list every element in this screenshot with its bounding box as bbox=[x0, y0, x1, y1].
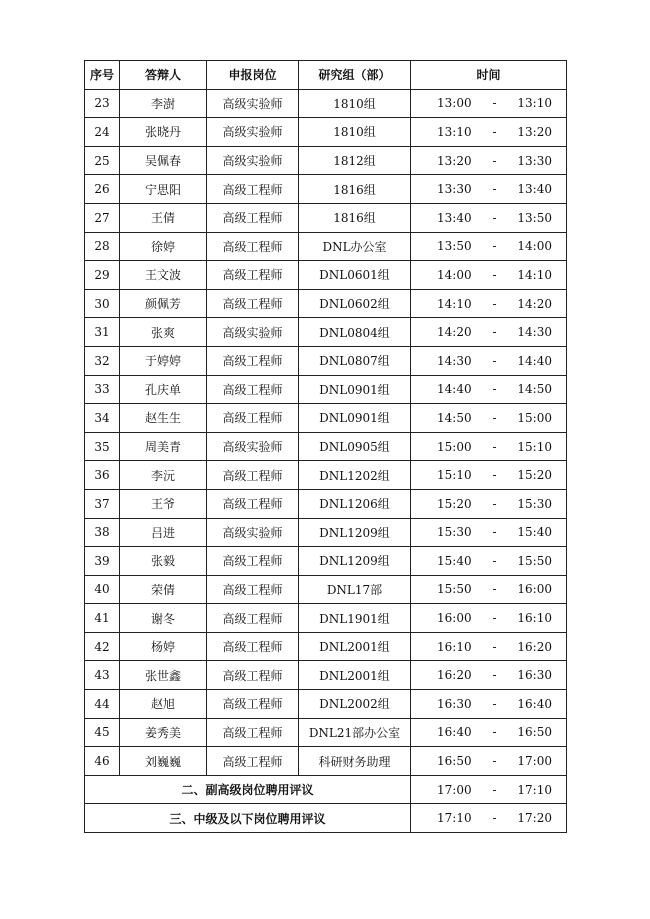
start-time: 16:30 bbox=[437, 696, 472, 711]
time-range bbox=[411, 154, 566, 168]
row-number: 43 bbox=[85, 661, 120, 690]
row-number: 28 bbox=[85, 232, 120, 261]
time-cell bbox=[411, 118, 567, 147]
row-number: 39 bbox=[85, 547, 120, 576]
time-dash: - bbox=[492, 611, 497, 626]
row-number: 30 bbox=[85, 289, 120, 318]
research-group: DNL1206组 bbox=[299, 489, 411, 518]
time-dash: - bbox=[492, 267, 497, 282]
end-time: 14:20 bbox=[517, 296, 552, 311]
research-group: DNL办公室 bbox=[299, 232, 411, 261]
table-row bbox=[85, 632, 567, 661]
table-row bbox=[85, 747, 567, 776]
research-group: DNL0804组 bbox=[299, 318, 411, 347]
end-time: 13:30 bbox=[517, 153, 552, 168]
time-range bbox=[411, 468, 566, 482]
research-group: DNL2001组 bbox=[299, 661, 411, 690]
time-range bbox=[411, 297, 566, 311]
time-cell bbox=[411, 404, 567, 433]
research-group: DNL0602组 bbox=[299, 289, 411, 318]
start-time: 15:40 bbox=[437, 553, 472, 568]
table-row bbox=[85, 461, 567, 490]
research-group: DNL1202组 bbox=[299, 461, 411, 490]
applied-position: 高级工程师 bbox=[207, 575, 299, 604]
research-group: 1816组 bbox=[299, 203, 411, 232]
applied-position: 高级工程师 bbox=[207, 461, 299, 490]
time-range bbox=[411, 182, 566, 196]
row-number: 45 bbox=[85, 718, 120, 747]
end-time: 15:10 bbox=[517, 439, 552, 454]
end-time: 15:50 bbox=[517, 553, 552, 568]
applied-position: 高级工程师 bbox=[207, 346, 299, 375]
defender-name: 姜秀美 bbox=[120, 718, 207, 747]
header-number: 序号 bbox=[85, 61, 120, 90]
section-row bbox=[85, 804, 567, 833]
research-group: DNL2001组 bbox=[299, 632, 411, 661]
time-range bbox=[411, 211, 566, 225]
defender-name: 赵生生 bbox=[120, 404, 207, 433]
table-row bbox=[85, 318, 567, 347]
row-number: 41 bbox=[85, 604, 120, 633]
time-range bbox=[411, 440, 566, 454]
time-range bbox=[411, 725, 566, 739]
end-time: 17:10 bbox=[517, 782, 552, 797]
time-range bbox=[411, 582, 566, 596]
row-number: 27 bbox=[85, 203, 120, 232]
time-cell bbox=[411, 461, 567, 490]
table-row bbox=[85, 718, 567, 747]
start-time: 13:50 bbox=[437, 239, 472, 254]
time-range bbox=[411, 697, 566, 711]
time-cell bbox=[411, 804, 567, 833]
defender-name: 吕进 bbox=[120, 518, 207, 547]
defender-name: 于婷婷 bbox=[120, 346, 207, 375]
table-row bbox=[85, 604, 567, 633]
time-range bbox=[411, 354, 566, 368]
defender-name: 赵旭 bbox=[120, 690, 207, 719]
research-group: 1810组 bbox=[299, 118, 411, 147]
time-range bbox=[411, 268, 566, 282]
time-dash: - bbox=[492, 153, 497, 168]
time-dash: - bbox=[492, 239, 497, 254]
start-time: 17:10 bbox=[437, 811, 472, 826]
defender-name: 张爽 bbox=[120, 318, 207, 347]
time-cell bbox=[411, 489, 567, 518]
header-group: 研究组（部） bbox=[299, 61, 411, 90]
time-cell bbox=[411, 146, 567, 175]
end-time: 17:20 bbox=[517, 811, 552, 826]
time-dash: - bbox=[492, 639, 497, 654]
row-number: 46 bbox=[85, 747, 120, 776]
research-group: DNL0601组 bbox=[299, 261, 411, 290]
research-group: 1810组 bbox=[299, 89, 411, 118]
end-time: 15:20 bbox=[517, 468, 552, 483]
end-time: 16:50 bbox=[517, 725, 552, 740]
row-number: 42 bbox=[85, 632, 120, 661]
header-defender: 答辩人 bbox=[120, 61, 207, 90]
start-time: 13:00 bbox=[437, 96, 472, 111]
time-cell bbox=[411, 261, 567, 290]
table-header-row bbox=[85, 61, 567, 90]
defender-name: 王倩 bbox=[120, 203, 207, 232]
time-range bbox=[411, 382, 566, 396]
start-time: 13:30 bbox=[437, 182, 472, 197]
table-row bbox=[85, 118, 567, 147]
applied-position: 高级工程师 bbox=[207, 690, 299, 719]
defender-name: 徐婷 bbox=[120, 232, 207, 261]
defender-name: 李沅 bbox=[120, 461, 207, 490]
applied-position: 高级实验师 bbox=[207, 146, 299, 175]
defender-name: 张世鑫 bbox=[120, 661, 207, 690]
time-range bbox=[411, 811, 566, 825]
time-dash: - bbox=[492, 296, 497, 311]
time-cell bbox=[411, 690, 567, 719]
research-group: DNL0905组 bbox=[299, 432, 411, 461]
end-time: 16:20 bbox=[517, 639, 552, 654]
time-range bbox=[411, 611, 566, 625]
end-time: 16:00 bbox=[517, 582, 552, 597]
end-time: 15:00 bbox=[517, 410, 552, 425]
header-position: 申报岗位 bbox=[207, 61, 299, 90]
applied-position: 高级实验师 bbox=[207, 318, 299, 347]
applied-position: 高级工程师 bbox=[207, 747, 299, 776]
end-time: 16:30 bbox=[517, 668, 552, 683]
time-dash: - bbox=[492, 754, 497, 769]
time-dash: - bbox=[492, 782, 497, 797]
applied-position: 高级工程师 bbox=[207, 203, 299, 232]
research-group: DNL0807组 bbox=[299, 346, 411, 375]
start-time: 16:50 bbox=[437, 754, 472, 769]
table-row bbox=[85, 432, 567, 461]
time-dash: - bbox=[492, 439, 497, 454]
section-row bbox=[85, 775, 567, 804]
end-time: 13:40 bbox=[517, 182, 552, 197]
row-number: 32 bbox=[85, 346, 120, 375]
row-number: 40 bbox=[85, 575, 120, 604]
start-time: 14:20 bbox=[437, 325, 472, 340]
defender-name: 宁思阳 bbox=[120, 175, 207, 204]
table-row bbox=[85, 404, 567, 433]
time-cell bbox=[411, 775, 567, 804]
end-time: 13:50 bbox=[517, 210, 552, 225]
row-number: 38 bbox=[85, 518, 120, 547]
table-row bbox=[85, 661, 567, 690]
time-range bbox=[411, 754, 566, 768]
table-row bbox=[85, 690, 567, 719]
applied-position: 高级工程师 bbox=[207, 175, 299, 204]
table-row bbox=[85, 232, 567, 261]
header-time: 时间 bbox=[411, 61, 567, 90]
time-dash: - bbox=[492, 525, 497, 540]
research-group: 1816组 bbox=[299, 175, 411, 204]
defender-name: 张晓丹 bbox=[120, 118, 207, 147]
applied-position: 高级工程师 bbox=[207, 632, 299, 661]
start-time: 13:40 bbox=[437, 210, 472, 225]
applied-position: 高级工程师 bbox=[207, 489, 299, 518]
time-range bbox=[411, 554, 566, 568]
start-time: 15:10 bbox=[437, 468, 472, 483]
time-range bbox=[411, 96, 566, 110]
applied-position: 高级工程师 bbox=[207, 547, 299, 576]
table-row bbox=[85, 146, 567, 175]
start-time: 16:40 bbox=[437, 725, 472, 740]
time-cell bbox=[411, 547, 567, 576]
start-time: 15:20 bbox=[437, 496, 472, 511]
applied-position: 高级工程师 bbox=[207, 232, 299, 261]
applied-position: 高级实验师 bbox=[207, 89, 299, 118]
end-time: 14:40 bbox=[517, 353, 552, 368]
time-cell bbox=[411, 747, 567, 776]
time-range bbox=[411, 239, 566, 253]
time-cell bbox=[411, 232, 567, 261]
table-row bbox=[85, 575, 567, 604]
time-range bbox=[411, 525, 566, 539]
end-time: 15:40 bbox=[517, 525, 552, 540]
time-range bbox=[411, 125, 566, 139]
time-range bbox=[411, 497, 566, 511]
start-time: 15:30 bbox=[437, 525, 472, 540]
row-number: 35 bbox=[85, 432, 120, 461]
table-row bbox=[85, 175, 567, 204]
start-time: 14:40 bbox=[437, 382, 472, 397]
research-group: 1812组 bbox=[299, 146, 411, 175]
time-dash: - bbox=[492, 382, 497, 397]
time-dash: - bbox=[492, 325, 497, 340]
time-dash: - bbox=[492, 124, 497, 139]
section-label: 三、中级及以下岗位聘用评议 bbox=[85, 804, 411, 833]
defender-name: 杨婷 bbox=[120, 632, 207, 661]
time-cell bbox=[411, 203, 567, 232]
applied-position: 高级工程师 bbox=[207, 718, 299, 747]
table-body bbox=[85, 89, 567, 832]
defender-name: 吴佩春 bbox=[120, 146, 207, 175]
time-cell bbox=[411, 661, 567, 690]
end-time: 15:30 bbox=[517, 496, 552, 511]
defender-name: 周美青 bbox=[120, 432, 207, 461]
time-dash: - bbox=[492, 696, 497, 711]
research-group: DNL21部办公室 bbox=[299, 718, 411, 747]
time-dash: - bbox=[492, 182, 497, 197]
research-group: DNL1209组 bbox=[299, 518, 411, 547]
row-number: 24 bbox=[85, 118, 120, 147]
end-time: 14:30 bbox=[517, 325, 552, 340]
time-cell bbox=[411, 432, 567, 461]
row-number: 33 bbox=[85, 375, 120, 404]
time-cell bbox=[411, 632, 567, 661]
time-dash: - bbox=[492, 582, 497, 597]
applied-position: 高级工程师 bbox=[207, 404, 299, 433]
time-range bbox=[411, 640, 566, 654]
table-row bbox=[85, 89, 567, 118]
research-group: DNL0901组 bbox=[299, 404, 411, 433]
defender-name: 荣倩 bbox=[120, 575, 207, 604]
time-dash: - bbox=[492, 468, 497, 483]
defender-name: 李澍 bbox=[120, 89, 207, 118]
applied-position: 高级工程师 bbox=[207, 375, 299, 404]
start-time: 16:10 bbox=[437, 639, 472, 654]
applied-position: 高级实验师 bbox=[207, 118, 299, 147]
time-cell bbox=[411, 289, 567, 318]
end-time: 14:10 bbox=[517, 267, 552, 282]
start-time: 14:30 bbox=[437, 353, 472, 368]
row-number: 23 bbox=[85, 89, 120, 118]
row-number: 37 bbox=[85, 489, 120, 518]
table-row bbox=[85, 547, 567, 576]
research-group: 科研财务助理 bbox=[299, 747, 411, 776]
research-group: DNL1901组 bbox=[299, 604, 411, 633]
table-row bbox=[85, 346, 567, 375]
time-dash: - bbox=[492, 410, 497, 425]
time-range bbox=[411, 325, 566, 339]
end-time: 13:20 bbox=[517, 124, 552, 139]
research-group: DNL1209组 bbox=[299, 547, 411, 576]
time-range bbox=[411, 411, 566, 425]
table-row bbox=[85, 489, 567, 518]
end-time: 13:10 bbox=[517, 96, 552, 111]
applied-position: 高级实验师 bbox=[207, 518, 299, 547]
time-cell bbox=[411, 89, 567, 118]
time-dash: - bbox=[492, 96, 497, 111]
time-dash: - bbox=[492, 353, 497, 368]
start-time: 14:50 bbox=[437, 410, 472, 425]
time-cell bbox=[411, 575, 567, 604]
time-range bbox=[411, 783, 566, 797]
time-dash: - bbox=[492, 553, 497, 568]
row-number: 26 bbox=[85, 175, 120, 204]
section-label: 二、副高级岗位聘用评议 bbox=[85, 775, 411, 804]
time-dash: - bbox=[492, 725, 497, 740]
defender-name: 王爷 bbox=[120, 489, 207, 518]
table-row bbox=[85, 203, 567, 232]
time-dash: - bbox=[492, 668, 497, 683]
defender-name: 张毅 bbox=[120, 547, 207, 576]
table-row bbox=[85, 289, 567, 318]
research-group: DNL17部 bbox=[299, 575, 411, 604]
time-cell bbox=[411, 718, 567, 747]
row-number: 34 bbox=[85, 404, 120, 433]
applied-position: 高级实验师 bbox=[207, 432, 299, 461]
start-time: 15:00 bbox=[437, 439, 472, 454]
time-cell bbox=[411, 318, 567, 347]
table-row bbox=[85, 261, 567, 290]
defender-name: 孔庆单 bbox=[120, 375, 207, 404]
time-cell bbox=[411, 175, 567, 204]
defense-schedule-table bbox=[84, 60, 567, 833]
start-time: 14:00 bbox=[437, 267, 472, 282]
end-time: 16:10 bbox=[517, 611, 552, 626]
end-time: 14:50 bbox=[517, 382, 552, 397]
start-time: 16:00 bbox=[437, 611, 472, 626]
start-time: 13:20 bbox=[437, 153, 472, 168]
applied-position: 高级工程师 bbox=[207, 289, 299, 318]
start-time: 17:00 bbox=[437, 782, 472, 797]
time-dash: - bbox=[492, 496, 497, 511]
row-number: 25 bbox=[85, 146, 120, 175]
time-dash: - bbox=[492, 811, 497, 826]
defender-name: 王文波 bbox=[120, 261, 207, 290]
time-range bbox=[411, 668, 566, 682]
time-cell bbox=[411, 518, 567, 547]
end-time: 17:00 bbox=[517, 754, 552, 769]
time-cell bbox=[411, 346, 567, 375]
start-time: 13:10 bbox=[437, 124, 472, 139]
research-group: DNL0901组 bbox=[299, 375, 411, 404]
end-time: 16:40 bbox=[517, 696, 552, 711]
table-row bbox=[85, 375, 567, 404]
time-cell bbox=[411, 604, 567, 633]
row-number: 31 bbox=[85, 318, 120, 347]
row-number: 36 bbox=[85, 461, 120, 490]
start-time: 16:20 bbox=[437, 668, 472, 683]
row-number: 44 bbox=[85, 690, 120, 719]
end-time: 14:00 bbox=[517, 239, 552, 254]
applied-position: 高级工程师 bbox=[207, 604, 299, 633]
research-group: DNL2002组 bbox=[299, 690, 411, 719]
start-time: 14:10 bbox=[437, 296, 472, 311]
defender-name: 刘巍巍 bbox=[120, 747, 207, 776]
defender-name: 谢冬 bbox=[120, 604, 207, 633]
time-cell bbox=[411, 375, 567, 404]
applied-position: 高级工程师 bbox=[207, 661, 299, 690]
applied-position: 高级工程师 bbox=[207, 261, 299, 290]
table-row bbox=[85, 518, 567, 547]
time-dash: - bbox=[492, 210, 497, 225]
defender-name: 颜佩芳 bbox=[120, 289, 207, 318]
row-number: 29 bbox=[85, 261, 120, 290]
start-time: 15:50 bbox=[437, 582, 472, 597]
